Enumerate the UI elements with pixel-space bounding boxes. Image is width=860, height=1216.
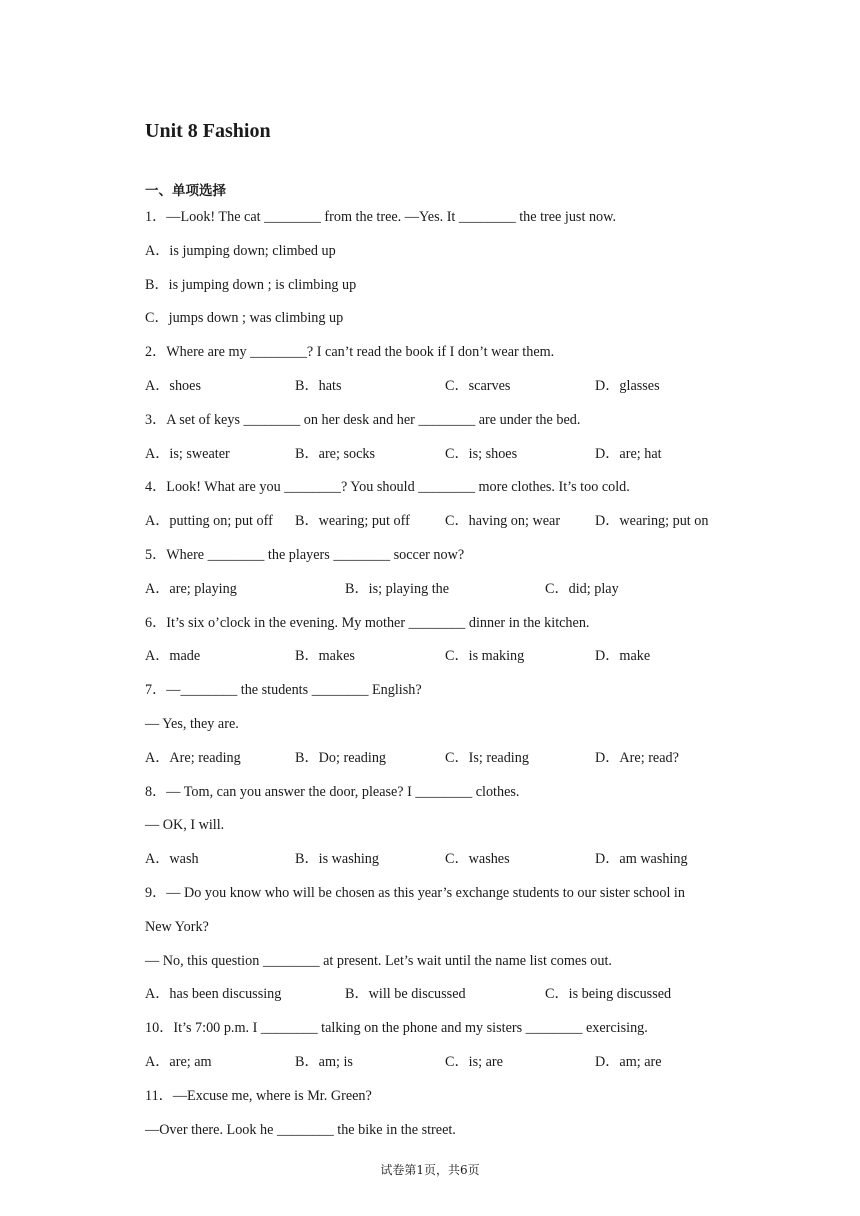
answer-option-b: B．hats [295,377,342,394]
answer-option-a: A．Are; reading [145,749,241,766]
answer-option-c: C．jumps down ; was climbing up [145,310,344,327]
answer-option-a: A．has been discussing [145,986,282,1003]
answer-option-b: B．is jumping down ; is climbing up [145,276,357,293]
answer-options [145,442,745,476]
answer-option-d: D．glasses [595,377,660,394]
question-5 [145,543,745,611]
answer-option-c: C．washes [445,851,510,868]
answer-options [145,847,745,881]
question-11 [145,1084,745,1152]
answer-option-b: B．is washing [295,851,379,868]
answer-option-d: D．are; hat [595,445,662,462]
question-dialogue-line: — OK, I will. [145,817,225,834]
answer-option-c: C．did; play [545,580,619,597]
question-1 [145,205,745,340]
question-7 [145,678,745,779]
question-3 [145,408,745,476]
answer-option-c: C．having on; wear [445,513,561,530]
answer-options [145,982,745,1016]
answer-option-d: D．wearing; put on [595,513,709,530]
answer-option-b: B．Do; reading [295,749,387,766]
answer-option-a: A．putting on; put off [145,513,273,530]
question-stem: 10．It’s 7:00 p.m. I ________ talking on the phone and my sisters ________ exercising. [145,1020,648,1037]
answer-option-c: C．Is; reading [445,749,529,766]
document-title: Unit 8 Fashion [145,120,271,142]
question-dialogue-line: — Yes, they are. [145,715,239,732]
answer-option-b: B．is; playing the [345,580,450,597]
answer-option-d: D．am washing [595,851,688,868]
question-stem: 1．—Look! The cat ________ from the tree. —Yes. It ________ the tree just now. [145,209,616,225]
answer-option-b: B．am; is [295,1053,353,1070]
answer-option-b: B．wearing; put off [295,513,410,530]
answer-options [145,746,745,780]
answer-options [145,644,745,678]
answer-option-a: A．is jumping down; climbed up [145,242,336,259]
question-2 [145,340,745,408]
question-stem: 6．It’s six o’clock in the evening. My mother ________ dinner in the kitchen. [145,614,590,631]
question-list [145,205,745,1151]
question-dialogue-line: — No, this question ________ at present. Let’s wait until the name list comes out. [145,952,612,969]
answer-option-d: D．make [595,648,651,665]
question-10 [145,1016,745,1084]
answer-option-b: B．makes [295,648,355,665]
question-stem-continued: New York? [145,918,209,935]
answer-option-c: C．is; shoes [445,445,518,462]
question-stem: 7．—________ the students ________ English? [145,682,422,699]
question-8 [145,780,745,881]
answer-option-b: B．will be discussed [345,986,466,1003]
answer-option-d: D．am; are [595,1053,662,1070]
answer-options [145,1050,745,1084]
answer-option-c: C．is being discussed [545,986,672,1003]
answer-option-a: A．are; playing [145,580,237,597]
answer-option-d: D．Are; read? [595,749,679,766]
question-stem: 11．—Excuse me, where is Mr. Green? [145,1087,372,1104]
question-9 [145,881,745,1016]
question-dialogue-line: —Over there. Look he ________ the bike in the street. [145,1121,456,1138]
page-footer: 试卷第1页，共6页 [380,1163,480,1177]
answer-option-c: C．is making [445,648,525,665]
question-4 [145,475,745,543]
question-stem: 4．Look! What are you ________? You should ________ more clothes. It’s too cold. [145,479,630,496]
answer-option-a: A．shoes [145,377,201,394]
answer-option-a: A．is; sweater [145,445,230,462]
question-stem: 8．— Tom, can you answer the door, please? I ________ clothes. [145,783,520,800]
answer-option-c: C．scarves [445,377,511,394]
question-stem: 9．— Do you know who will be chosen as this year’s exchange students to our sister school in [145,884,685,901]
answer-option-a: A．are; am [145,1053,212,1070]
answer-option-a: A．wash [145,851,199,868]
answer-option-a: A．made [145,648,201,665]
question-stem: 5．Where ________ the players ________ soccer now? [145,546,465,563]
question-stem: 2．Where are my ________? I can’t read the book if I don’t wear them. [145,344,555,361]
answer-options [145,577,745,611]
answer-option-b: B．are; socks [295,445,375,462]
answer-options [145,374,745,408]
section-heading: 一、单项选择 [145,183,226,199]
question-stem: 3．A set of keys ________ on her desk and her ________ are under the bed. [145,411,581,428]
question-6 [145,611,745,679]
answer-options [145,509,745,543]
answer-option-c: C．is; are [445,1053,503,1070]
